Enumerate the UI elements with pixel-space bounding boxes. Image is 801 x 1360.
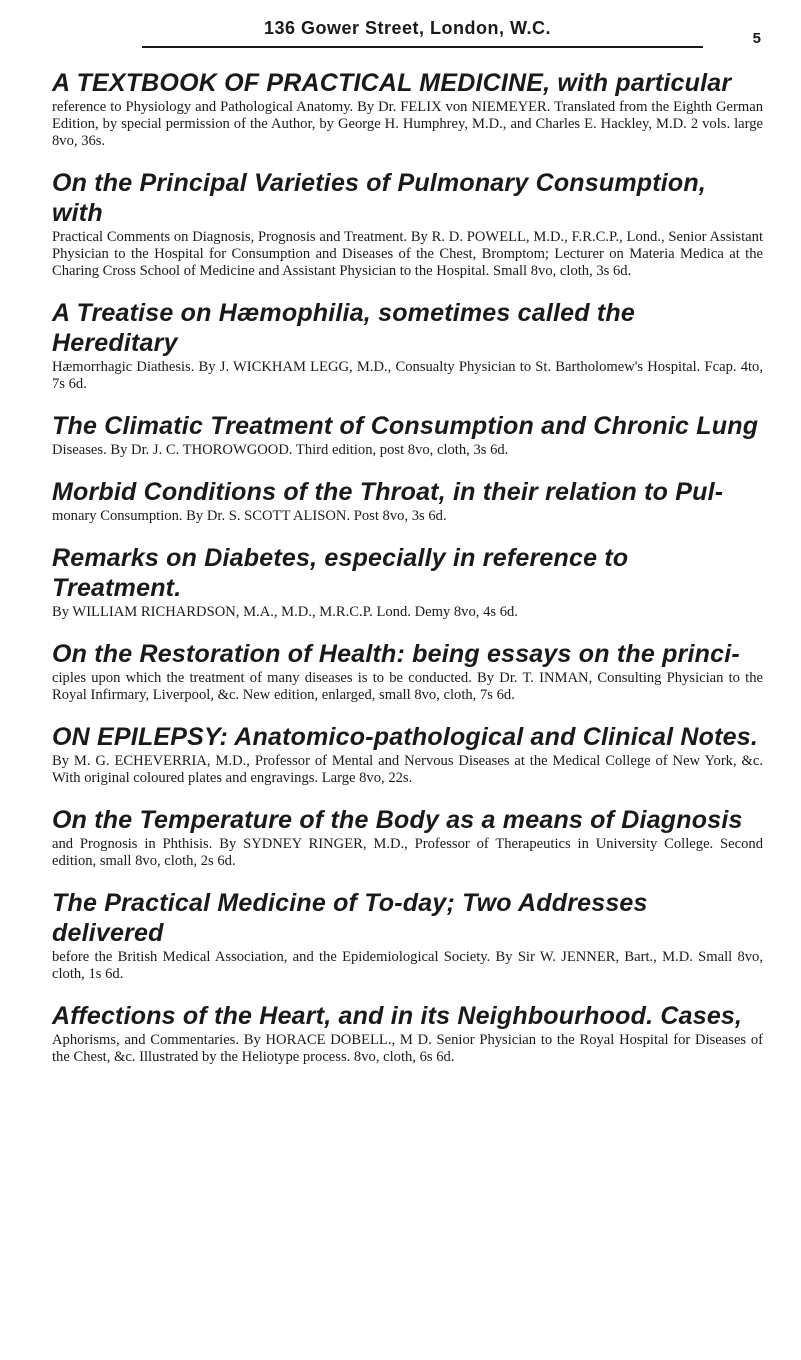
book-description: before the British Medical Association, and the Epidemiological Society. By Sir W. JENNER, Bart., M.D. Small 8vo, cloth, 1s 6d.: [52, 949, 763, 982]
book-entry: [52, 168, 763, 280]
book-description: reference to Physiology and Pathological Anatomy. By Dr. FELIX von NIEMEYER. Translated from the Eighth German Edition, by special permission of the Author, by George H. Humphrey, M.D., and Charles E. Hackley, M.D. 2 vols. large 8vo, 36s.: [52, 99, 763, 149]
book-description: By M. G. ECHEVERRIA, M.D., Professor of Mental and Nervous Diseases at the Medical College of New York, &c. With original coloured plates and engravings. Large 8vo, 22s.: [52, 753, 763, 786]
book-title: Affections of the Heart, and in its Neighbourhood. Cases,: [52, 1002, 743, 1030]
book-description: Diseases. By Dr. J. C. THOROWGOOD. Third edition, post 8vo, cloth, 3s 6d.: [52, 442, 509, 458]
book-description: Hæmorrhagic Diathesis. By J. WICKHAM LEGG, M.D., Consualty Physician to St. Bartholomew's Hospital. Fcap. 4to, 7s 6d.: [52, 359, 763, 392]
page-number: 5: [752, 30, 761, 47]
book-title: Morbid Conditions of the Throat, in their relation to Pul-: [52, 478, 724, 506]
book-description: Aphorisms, and Commentaries. By HORACE DOBELL., M D. Senior Physician to the Royal Hospital for Diseases of the Chest, &c. Illustrated by the Heliotype process. 8vo, cloth, 6s 6d.: [52, 1032, 763, 1065]
book-entry: [52, 68, 763, 150]
book-title: The Practical Medicine of To-day; Two Addresses delivered: [52, 889, 648, 947]
book-entry: [52, 888, 763, 983]
book-title: On the Restoration of Health: being essays on the princi-: [52, 640, 740, 668]
book-entry: [52, 477, 763, 525]
book-description: Practical Comments on Diagnosis, Prognosis and Treatment. By R. D. POWELL, M.D., F.R.C.P., Lond., Senior Assistant Physician to the Hospital for Consumption and Diseases of the Chest, Bromptom; Lecturer on Materia Medica at the Charing Cross School of Medicine and Assistant Physician to the Hospital. Small 8vo, cloth, 3s 6d.: [52, 229, 763, 279]
book-entry: [52, 543, 763, 621]
book-title: Remarks on Diabetes, especially in reference to Treatment.: [52, 544, 629, 602]
book-title: The Climatic Treatment of Consumption and Chronic Lung: [52, 412, 759, 440]
book-entry: [52, 411, 763, 459]
book-description: monary Consumption. By Dr. S. SCOTT ALISON. Post 8vo, 3s 6d.: [52, 508, 447, 524]
book-description: ciples upon which the treatment of many diseases is to be conducted. By Dr. T. INMAN, Consulting Physician to the Royal Infirmary, Liverpool, &c. New edition, enlarged, small 8vo, cloth, 7s 6d.: [52, 670, 763, 703]
book-title: ON EPILEPSY: Anatomico-pathological and Clinical Notes.: [52, 723, 759, 751]
header-rule: [142, 46, 703, 48]
book-title: On the Principal Varieties of Pulmonary Consumption, with: [52, 169, 707, 227]
book-description: and Prognosis in Phthisis. By SYDNEY RINGER, M.D., Professor of Therapeutics in University College. Second edition, small 8vo, cloth, 2s 6d.: [52, 836, 763, 869]
book-title: A Treatise on Hæmophilia, sometimes called the Hereditary: [52, 299, 635, 357]
page-header: [52, 0, 763, 50]
book-entry: [52, 639, 763, 704]
book-title: On the Temperature of the Body as a means of Diagnosis: [52, 806, 743, 834]
publisher-address: 136 Gower Street, London, W.C.: [263, 18, 552, 38]
book-description: By WILLIAM RICHARDSON, M.A., M.D., M.R.C.P. Lond. Demy 8vo, 4s 6d.: [52, 604, 518, 620]
book-entry: [52, 805, 763, 870]
book-entry: [52, 298, 763, 393]
book-entry: [52, 722, 763, 787]
book-title: A TEXTBOOK OF PRACTICAL MEDICINE, with particular: [52, 69, 732, 97]
book-entry: [52, 1001, 763, 1066]
